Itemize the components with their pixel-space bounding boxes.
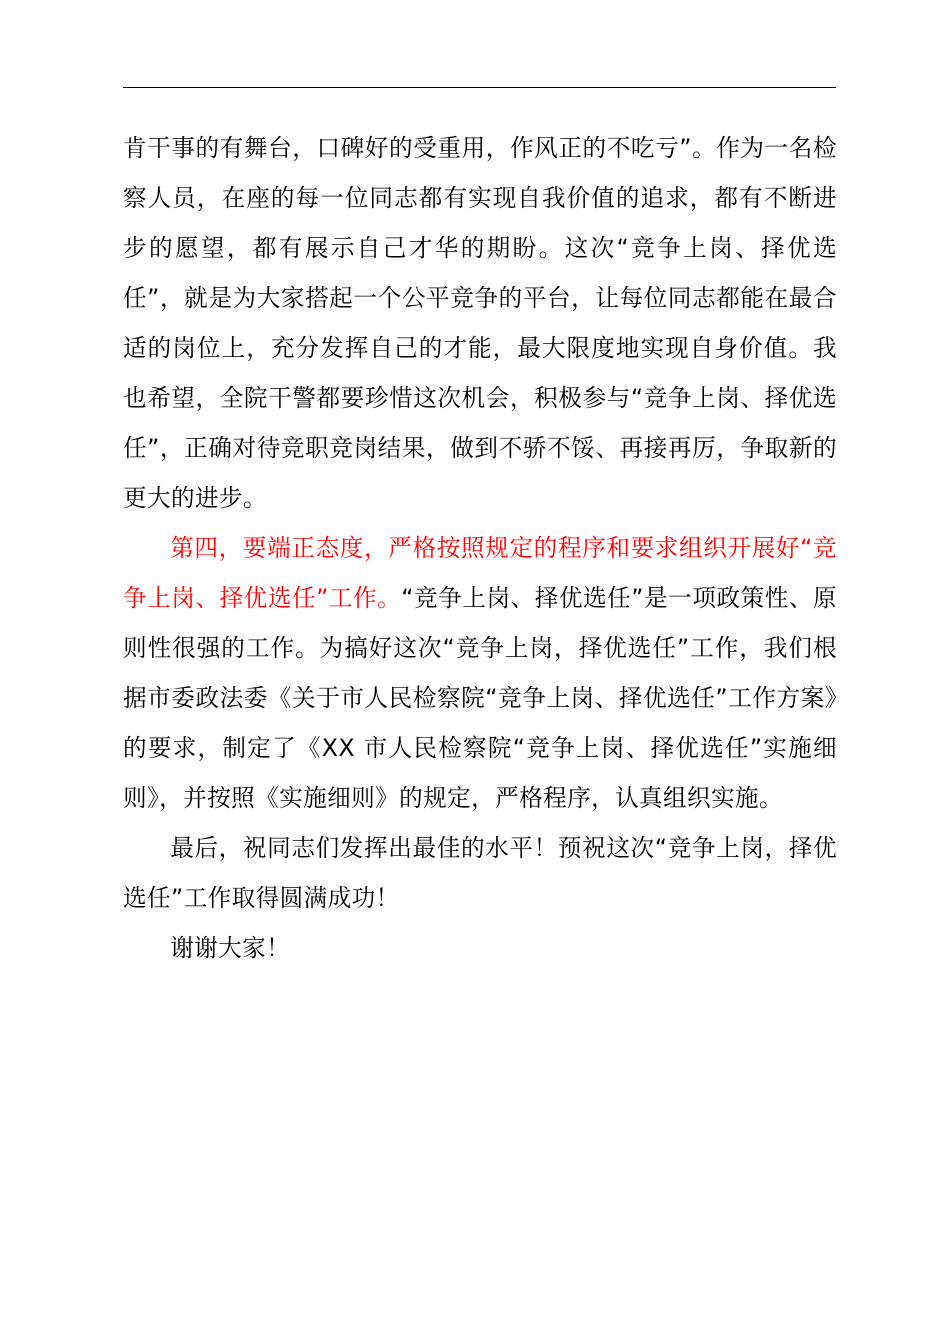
paragraph-text: 最后，祝同志们发挥出最佳的水平！预祝这次“竞争上岗，择优选任”工作取得圆满成功！ (123, 834, 837, 912)
document-body (123, 123, 837, 973)
paragraph-thanks (123, 923, 837, 973)
paragraph-point-four (123, 523, 837, 823)
paragraph-continuation (123, 123, 837, 523)
paragraph-text: “竞争上岗、择优选任”是一项政策性、原则性很强的工作。为搞好这次“竞争上岗，择优选任”工作，我们根据市委政法委《关于市人民检察院“竞争上岗、择优选任”工作方案》的要求，制定了《XX 市人民检察院“竞争上岗、择优选任”实施细则》，并按照《实施细则》的规定，严格程序，认真组织实施。 (123, 584, 837, 812)
paragraph-closing-wishes (123, 823, 837, 923)
paragraph-text: 肯干事的有舞台，口碑好的受重用，作风正的不吃亏”。作为一名检察人员，在座的每一位同志都有实现自我价值的追求，都有不断进步的愿望，都有展示自己才华的期盼。这次“竞争上岗、择优选任”，就是为大家搭起一个公平竞争的平台，让每位同志都能在最合适的岗位上，充分发挥自己的才能，最大限度地实现自身价值。我也希望，全院干警都要珍惜这次机会，积极参与“竞争上岗、择优选任”，正确对待竞职竞岗结果，做到不骄不馁、再接再厉，争取新的更大的进步。 (123, 134, 837, 512)
paragraph-highlight: 第四，要端正态度，严格按照规定的程序和要求组织开展好“竞争上岗、择优选任”工作。 (123, 534, 837, 612)
header-rule (123, 87, 836, 88)
paragraph-text: 谢谢大家！ (170, 934, 291, 962)
